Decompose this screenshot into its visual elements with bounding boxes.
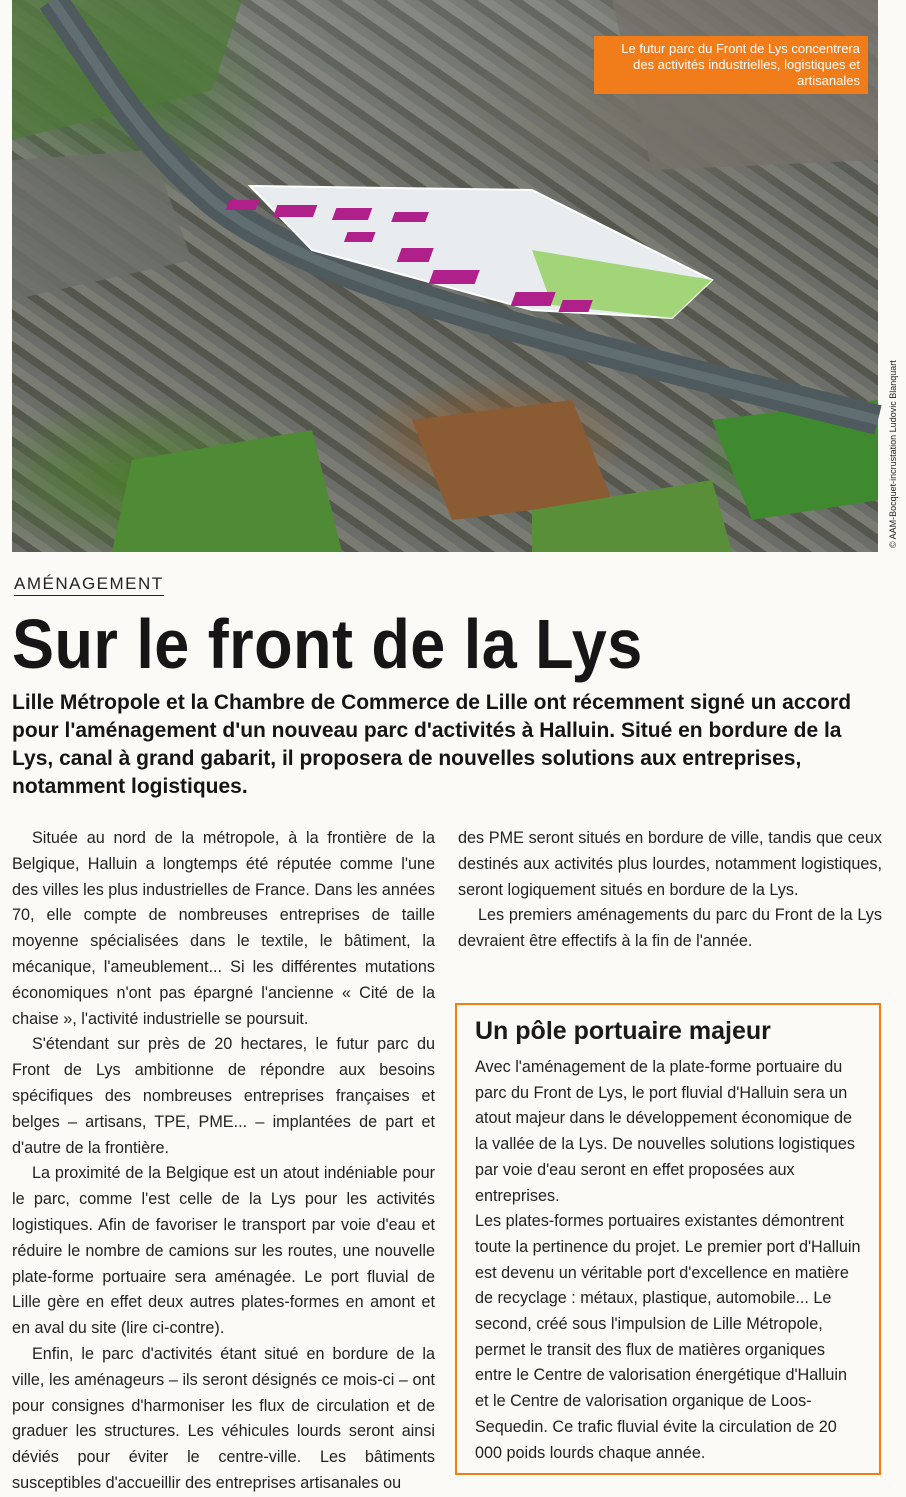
section-label: AMÉNAGEMENT — [14, 574, 164, 596]
article-lede: Lille Métropole et la Chambre de Commerce de Lille ont récemment signé un accord pour l'aménagement d'un nouveau parc d'activités à Halluin. Situé en bordure de la Lys, canal à grand gabarit, il proposera de nouvelles solutions aux entreprises, notamment logistiques. — [12, 691, 852, 798]
aerial-photo — [12, 0, 898, 552]
article-title: Sur le front de la Lys — [12, 605, 643, 683]
photo-caption: Le futur parc du Front de Lys concentrera des activités industrielles, logistiques et artisanales — [594, 36, 868, 94]
inset-box — [455, 1003, 881, 1475]
photo-credit: © AAM-Bocquet-incrustation Ludovic Blanquart — [888, 360, 898, 548]
paragraph: Enfin, le parc d'activités étant situé en bordure de la ville, les aménageurs – ils seront désignés ce mois-ci – ont pour consignes d'harmoniser les flux de circulation et de graduer les structures. Les véhicules lourds seront ainsi déviés pour éviter le centre-ville. Les bâtiments susceptibles d'accueillir des entreprises artisanales ou — [12, 1344, 435, 1492]
article-column-left — [12, 826, 435, 1497]
paragraph: S'étendant sur près de 20 hectares, le futur parc du Front de Lys ambitionne de répondre aux besoins spécifiques des nombreuses entreprises françaises et belges – artisans, TPE, PME... – implantées de part et d'autre de la frontière. — [12, 1035, 435, 1157]
inset-paragraph: Les plates-formes portuaires existantes démontrent toute la pertinence du projet. Le premier port d'Halluin est devenu un véritable port d'excellence en matière de recyclage : métaux, plastique, automobile... Le second, créé sous l'impulsion de Lille Métropole, permet le transit des flux de matières organiques entre le Centre de valorisation énergétique d'Halluin et le Centre de valorisation organique de Loos-Sequedin. Ce trafic fluvial évite la circulation de 20 000 poids lourds chaque année. — [475, 1212, 861, 1462]
inset-paragraph: Avec l'aménagement de la plate-forme portuaire du parc du Front de Lys, le port fluvial d'Halluin sera un atout majeur dans le développement économique de la vallée de la Lys. De nouvelles solutions logistiques par voie d'eau seront en effet proposées aux entreprises. — [475, 1058, 856, 1205]
inset-title: Un pôle portuaire majeur — [475, 1017, 771, 1045]
article-column-right — [458, 826, 882, 955]
paragraph: Située au nord de la métropole, à la frontière de la Belgique, Halluin a longtemps été réputée comme l'une des villes les plus industrielles de France. Dans les années 70, elle compte de nombreuses entreprises de taille moyenne spécialisées dans le textile, le bâtiment, la mécanique, l'ameublement... Si les différentes mutations économiques n'ont pas épargné l'ancienne « Cité de la chaise », l'activité industrielle se poursuit. — [12, 829, 435, 1028]
paragraph: La proximité de la Belgique est un atout indéniable pour le parc, comme l'est celle de la Lys pour les activités logistiques. Afin de favoriser le transport par voie d'eau et réduire le nombre de camions sur les routes, une nouvelle plate-forme portuaire sera aménagée. Le port fluvial de Lille gère en effet deux autres plates-formes en amont et en aval du site (lire ci-contre). — [12, 1164, 435, 1338]
paragraph: des PME seront situés en bordure de ville, tandis que ceux destinés aux activités plus lourdes, notamment logistiques, seront logiquement situés en bordure de la Lys. — [458, 829, 882, 899]
green-field — [112, 430, 342, 552]
paragraph: Les premiers aménagements du parc du Front de la Lys devraient être effectifs à la fin de l'année. — [458, 906, 882, 951]
